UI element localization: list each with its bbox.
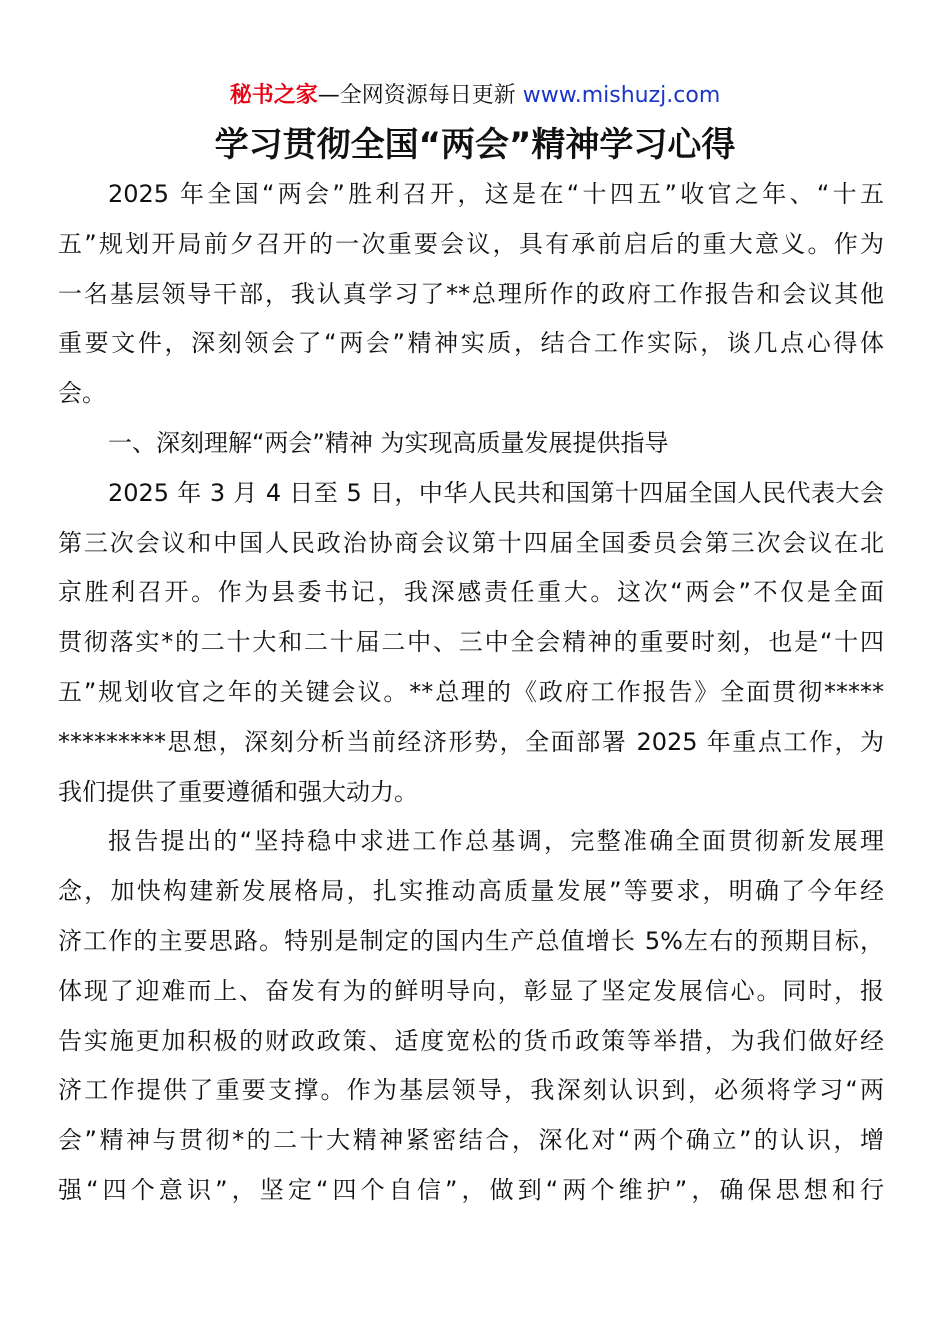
text-line: 体现了迎难而上、奋发有为的鲜明导向，彰显了坚定发展信心。同时，报 [58,976,884,1005]
site-header [0,80,950,112]
text-line: *********思想，深刻分析当前经济形势，全面部署 2025 年重点工作，为 [58,727,884,756]
text-line: 会”精神与贯彻*的二十大精神紧密结合，深化对“两个确立”的认识，增 [58,1126,884,1155]
text-line: 我们提供了重要遵循和强大动力。 [58,777,418,806]
text-line: 济工作的主要思路。特别是制定的国内生产总值增长 5%左右的预期目标， [58,926,884,955]
text-line: 告实施更加积极的财政政策、适度宽松的货币政策等举措，为我们做好经 [58,1026,884,1055]
text-line: 一名基层领导干部，我认真学习了**总理所作的政府工作报告和会议其他 [58,279,884,308]
text-line: 2025 年 3 月 4 日至 5 日，中华人民共和国第十四届全国人民代表大会 [108,478,884,507]
text-line: 报告提出的“坚持稳中求进工作总基调，完整准确全面贯彻新发展理 [108,827,884,856]
site-url-link[interactable]: www.mishuzj.com [522,83,721,108]
site-brand: 秘书之家 [229,83,318,108]
text-line: 第三次会议和中国人民政治协商会议第十四届全国委员会第三次会议在北 [58,528,884,557]
text-line: 五”规划开局前夕召开的一次重要会议，具有承前启后的重大意义。作为 [58,229,884,258]
document-body [58,170,884,1216]
section-heading: 一、深刻理解“两会”精神 为实现高质量发展提供指导 [108,428,669,457]
text-line: 2025 年全国“两会”胜利召开，这是在“十四五”收官之年、“十五 [108,180,884,208]
text-line: 重要文件，深刻领会了“两会”精神实质，结合工作实际，谈几点心得体 [58,329,884,358]
text-line: 强“四个意识”，坚定“四个自信”，做到“两个维护”，确保思想和行 [58,1175,884,1204]
text-line: 京胜利召开。作为县委书记，我深感责任重大。这次“两会”不仅是全面 [58,578,884,607]
text-line: 济工作提供了重要支撑。作为基层领导，我深刻认识到，必须将学习“两 [58,1076,884,1105]
text-line: 会。 [58,379,106,408]
document-title: 学习贯彻全国“两会”精神学习心得 [214,125,736,165]
text-line: 念，加快构建新发展格局，扎实推动高质量发展”等要求，明确了今年经 [58,877,884,906]
text-line: 贯彻落实*的二十大和二十届二中、三中全会精神的重要时刻，也是“十四 [58,628,884,657]
text-line: 五”规划收官之年的关键会议。**总理的《政府工作报告》全面贯彻***** [58,677,884,706]
site-tagline: —全网资源每日更新 [317,83,523,108]
